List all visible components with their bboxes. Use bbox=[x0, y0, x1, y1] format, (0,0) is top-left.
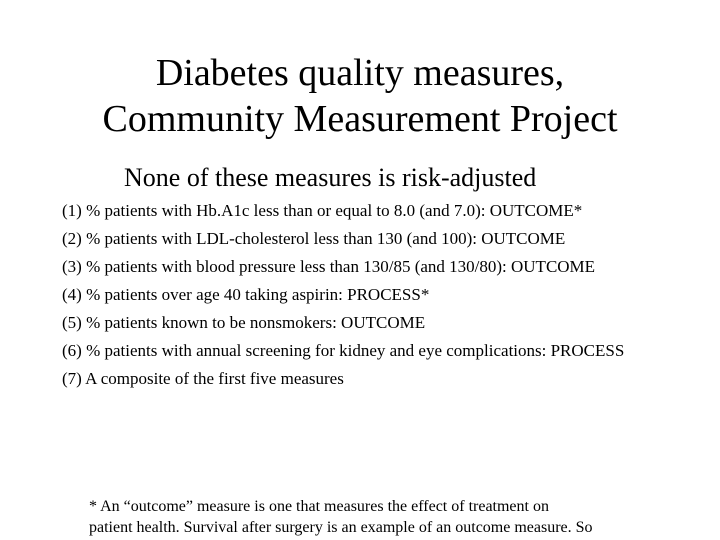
measure-item: (2) % patients with LDL-cholesterol less than 130 (and 100): OUTCOME bbox=[62, 229, 566, 248]
measure-item: (4) % patients over age 40 taking aspirin: PROCESS* bbox=[62, 285, 430, 304]
measure-item: (7) A composite of the first five measures bbox=[62, 369, 344, 388]
footnote-line-1: * An “outcome” measure is one that measures the effect of treatment on bbox=[89, 498, 549, 515]
measure-item: (3) % patients with blood pressure less than 130/85 (and 130/80): OUTCOME bbox=[62, 257, 596, 276]
slide-subtitle: None of these measures is risk-adjusted bbox=[124, 163, 537, 192]
measures-list bbox=[62, 200, 712, 396]
slide-title bbox=[0, 50, 720, 142]
measure-item: (6) % patients with annual screening for kidney and eye complications: PROCESS bbox=[62, 341, 625, 360]
footnote bbox=[89, 496, 719, 538]
footnote-line-2: patient health. Survival after surgery is an example of an outcome measure. So bbox=[89, 519, 593, 536]
measure-item: (1) % patients with Hb.A1c less than or equal to 8.0 (and 7.0): OUTCOME* bbox=[62, 201, 583, 220]
measure-item: (5) % patients known to be nonsmokers: OUTCOME bbox=[62, 313, 426, 332]
title-line-1: Diabetes quality measures, bbox=[155, 52, 565, 94]
title-line-2: Community Measurement Project bbox=[102, 98, 618, 140]
